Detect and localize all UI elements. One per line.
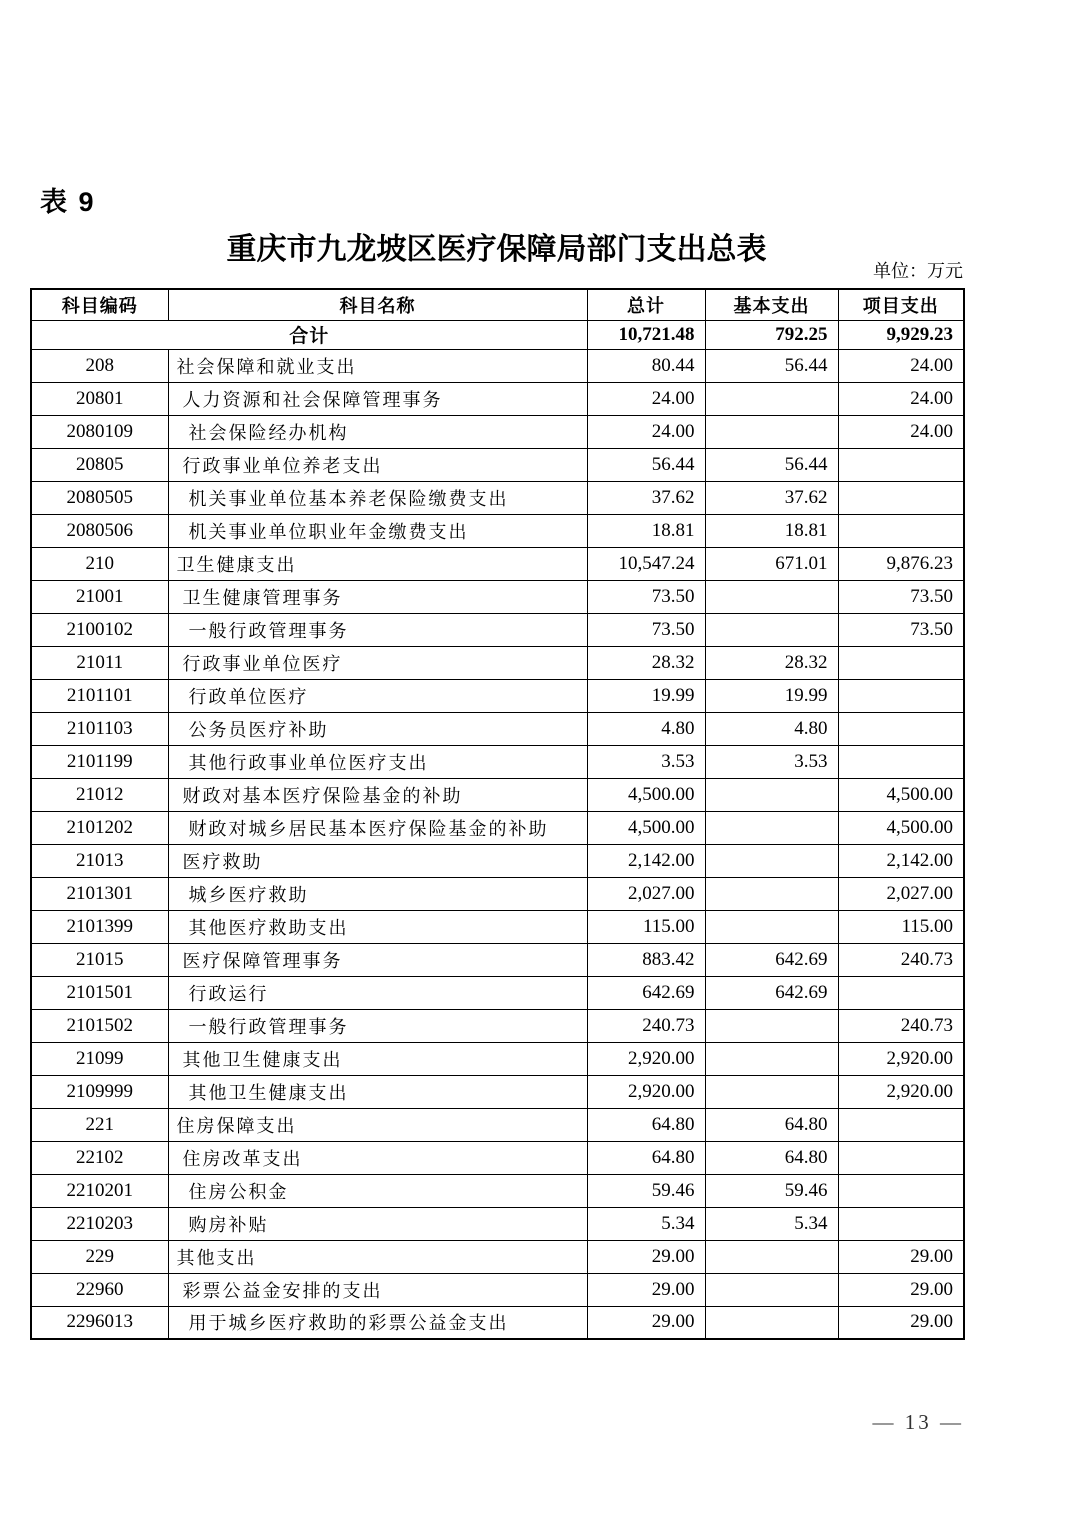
column-header-name: 科目名称 — [168, 289, 587, 320]
table-row — [31, 1042, 964, 1075]
row-project-cell — [838, 448, 964, 481]
row-project-cell — [838, 1207, 964, 1240]
row-basic-cell — [705, 1273, 838, 1306]
row-code-cell: 2296013 — [31, 1306, 168, 1339]
row-name-cell: 医疗救助 — [168, 844, 587, 877]
row-basic-cell — [705, 1240, 838, 1273]
row-project-cell — [838, 712, 964, 745]
row-code-cell: 2080506 — [31, 514, 168, 547]
row-name-cell: 住房改革支出 — [168, 1141, 587, 1174]
row-code-cell: 22102 — [31, 1141, 168, 1174]
row-basic-cell — [705, 1042, 838, 1075]
row-name-cell: 人力资源和社会保障管理事务 — [168, 382, 587, 415]
row-name-cell: 购房补贴 — [168, 1207, 587, 1240]
row-basic-cell — [705, 1075, 838, 1108]
row-project-cell: 2,920.00 — [838, 1075, 964, 1108]
row-total-cell: 64.80 — [587, 1141, 705, 1174]
table-row — [31, 1108, 964, 1141]
table-row — [31, 877, 964, 910]
row-code-cell: 2101199 — [31, 745, 168, 778]
row-code-cell: 210 — [31, 547, 168, 580]
row-project-cell: 115.00 — [838, 910, 964, 943]
row-total-cell: 2,920.00 — [587, 1042, 705, 1075]
table-row — [31, 514, 964, 547]
row-project-cell: 29.00 — [838, 1240, 964, 1273]
row-total-cell: 2,142.00 — [587, 844, 705, 877]
row-name-cell: 卫生健康管理事务 — [168, 580, 587, 613]
row-total-cell: 19.99 — [587, 679, 705, 712]
table-number-label: 表 9 — [40, 187, 96, 217]
grand-total-label: 合计 — [31, 320, 587, 349]
table-row — [31, 1273, 964, 1306]
row-code-cell: 2101301 — [31, 877, 168, 910]
row-total-cell: 240.73 — [587, 1009, 705, 1042]
row-project-cell: 24.00 — [838, 415, 964, 448]
row-total-cell: 28.32 — [587, 646, 705, 679]
row-name-cell: 其他医疗救助支出 — [168, 910, 587, 943]
row-name-cell: 一般行政管理事务 — [168, 1009, 587, 1042]
row-project-cell — [838, 481, 964, 514]
column-header-code: 科目编码 — [31, 289, 168, 320]
row-basic-cell: 28.32 — [705, 646, 838, 679]
column-header-project: 项目支出 — [838, 289, 964, 320]
row-basic-cell: 3.53 — [705, 745, 838, 778]
table-row — [31, 712, 964, 745]
expenditure-table — [30, 288, 965, 1340]
grand-total-total: 10,721.48 — [587, 320, 705, 349]
row-total-cell: 29.00 — [587, 1273, 705, 1306]
table-row — [31, 811, 964, 844]
row-basic-cell: 642.69 — [705, 976, 838, 1009]
row-project-cell — [838, 1108, 964, 1141]
row-basic-cell: 64.80 — [705, 1108, 838, 1141]
row-total-cell: 24.00 — [587, 415, 705, 448]
table-row — [31, 844, 964, 877]
column-header-basic: 基本支出 — [705, 289, 838, 320]
row-name-cell: 机关事业单位基本养老保险缴费支出 — [168, 481, 587, 514]
row-code-cell: 21015 — [31, 943, 168, 976]
row-total-cell: 4,500.00 — [587, 778, 705, 811]
table-row — [31, 778, 964, 811]
row-project-cell — [838, 976, 964, 1009]
row-basic-cell — [705, 778, 838, 811]
row-project-cell — [838, 514, 964, 547]
row-name-cell: 行政单位医疗 — [168, 679, 587, 712]
row-code-cell: 20801 — [31, 382, 168, 415]
row-total-cell: 5.34 — [587, 1207, 705, 1240]
row-project-cell — [838, 679, 964, 712]
row-code-cell: 2101502 — [31, 1009, 168, 1042]
row-basic-cell: 18.81 — [705, 514, 838, 547]
table-row — [31, 646, 964, 679]
table-row — [31, 1240, 964, 1273]
row-code-cell: 2101202 — [31, 811, 168, 844]
row-code-cell: 2100102 — [31, 613, 168, 646]
table-row — [31, 580, 964, 613]
row-code-cell: 21099 — [31, 1042, 168, 1075]
row-basic-cell: 4.80 — [705, 712, 838, 745]
row-total-cell: 2,027.00 — [587, 877, 705, 910]
row-total-cell: 37.62 — [587, 481, 705, 514]
row-total-cell: 24.00 — [587, 382, 705, 415]
row-code-cell: 229 — [31, 1240, 168, 1273]
row-code-cell: 21011 — [31, 646, 168, 679]
row-total-cell: 642.69 — [587, 976, 705, 1009]
row-total-cell: 883.42 — [587, 943, 705, 976]
row-name-cell: 其他支出 — [168, 1240, 587, 1273]
row-code-cell: 2101101 — [31, 679, 168, 712]
table-row — [31, 1207, 964, 1240]
table-row — [31, 943, 964, 976]
table-header — [31, 289, 964, 349]
row-code-cell: 21012 — [31, 778, 168, 811]
row-code-cell: 2080505 — [31, 481, 168, 514]
grand-total-project: 9,929.23 — [838, 320, 964, 349]
row-name-cell: 社会保险经办机构 — [168, 415, 587, 448]
table-row — [31, 415, 964, 448]
table-row — [31, 448, 964, 481]
row-project-cell — [838, 1141, 964, 1174]
row-name-cell: 医疗保障管理事务 — [168, 943, 587, 976]
row-basic-cell: 56.44 — [705, 349, 838, 382]
row-basic-cell: 19.99 — [705, 679, 838, 712]
table-row — [31, 745, 964, 778]
row-total-cell: 73.50 — [587, 580, 705, 613]
row-project-cell: 4,500.00 — [838, 778, 964, 811]
row-total-cell: 2,920.00 — [587, 1075, 705, 1108]
row-name-cell: 卫生健康支出 — [168, 547, 587, 580]
row-basic-cell: 5.34 — [705, 1207, 838, 1240]
column-header-total: 总计 — [587, 289, 705, 320]
row-total-cell: 3.53 — [587, 745, 705, 778]
row-name-cell: 财政对基本医疗保险基金的补助 — [168, 778, 587, 811]
table-body — [31, 349, 964, 1339]
row-total-cell: 80.44 — [587, 349, 705, 382]
row-code-cell: 2109999 — [31, 1075, 168, 1108]
row-basic-cell — [705, 910, 838, 943]
table-row — [31, 547, 964, 580]
row-basic-cell: 671.01 — [705, 547, 838, 580]
row-name-cell: 一般行政管理事务 — [168, 613, 587, 646]
row-code-cell: 2080109 — [31, 415, 168, 448]
table-row — [31, 679, 964, 712]
table-row — [31, 349, 964, 382]
row-basic-cell — [705, 613, 838, 646]
row-total-cell: 29.00 — [587, 1240, 705, 1273]
row-name-cell: 其他卫生健康支出 — [168, 1042, 587, 1075]
row-project-cell: 4,500.00 — [838, 811, 964, 844]
row-project-cell: 73.50 — [838, 580, 964, 613]
page-title: 重庆市九龙坡区医疗保障局部门支出总表 — [226, 233, 767, 266]
row-project-cell: 2,027.00 — [838, 877, 964, 910]
row-code-cell: 2101399 — [31, 910, 168, 943]
row-code-cell: 221 — [31, 1108, 168, 1141]
grand-total-row — [31, 320, 964, 349]
table-row — [31, 1009, 964, 1042]
row-total-cell: 29.00 — [587, 1306, 705, 1339]
row-total-cell: 64.80 — [587, 1108, 705, 1141]
row-project-cell: 2,142.00 — [838, 844, 964, 877]
table-row — [31, 1174, 964, 1207]
row-name-cell: 其他行政事业单位医疗支出 — [168, 745, 587, 778]
row-name-cell: 行政运行 — [168, 976, 587, 1009]
row-project-cell — [838, 745, 964, 778]
row-project-cell: 240.73 — [838, 1009, 964, 1042]
row-name-cell: 社会保障和就业支出 — [168, 349, 587, 382]
row-name-cell: 住房公积金 — [168, 1174, 587, 1207]
table-row — [31, 1075, 964, 1108]
row-total-cell: 4.80 — [587, 712, 705, 745]
table-row — [31, 1306, 964, 1339]
row-name-cell: 财政对城乡居民基本医疗保险基金的补助 — [168, 811, 587, 844]
row-basic-cell — [705, 580, 838, 613]
row-name-cell: 公务员医疗补助 — [168, 712, 587, 745]
row-project-cell: 29.00 — [838, 1306, 964, 1339]
row-code-cell: 2101103 — [31, 712, 168, 745]
row-project-cell — [838, 1174, 964, 1207]
row-basic-cell — [705, 877, 838, 910]
row-total-cell: 10,547.24 — [587, 547, 705, 580]
row-name-cell: 彩票公益金安排的支出 — [168, 1273, 587, 1306]
row-basic-cell — [705, 382, 838, 415]
header-row — [31, 289, 964, 320]
row-basic-cell — [705, 415, 838, 448]
row-project-cell: 240.73 — [838, 943, 964, 976]
page-number: — 13 — — [872, 1410, 964, 1434]
row-project-cell: 73.50 — [838, 613, 964, 646]
row-basic-cell: 64.80 — [705, 1141, 838, 1174]
row-project-cell: 24.00 — [838, 382, 964, 415]
row-name-cell: 用于城乡医疗救助的彩票公益金支出 — [168, 1306, 587, 1339]
row-total-cell: 56.44 — [587, 448, 705, 481]
row-basic-cell — [705, 1306, 838, 1339]
row-project-cell: 9,876.23 — [838, 547, 964, 580]
row-total-cell: 115.00 — [587, 910, 705, 943]
grand-total-basic: 792.25 — [705, 320, 838, 349]
row-code-cell: 21013 — [31, 844, 168, 877]
row-code-cell: 2101501 — [31, 976, 168, 1009]
table-row — [31, 481, 964, 514]
row-name-cell: 行政事业单位养老支出 — [168, 448, 587, 481]
row-name-cell: 住房保障支出 — [168, 1108, 587, 1141]
row-project-cell — [838, 646, 964, 679]
row-name-cell: 机关事业单位职业年金缴费支出 — [168, 514, 587, 547]
table-row — [31, 976, 964, 1009]
row-basic-cell: 59.46 — [705, 1174, 838, 1207]
unit-note: 单位：万元 — [873, 261, 963, 281]
row-basic-cell — [705, 1009, 838, 1042]
row-project-cell: 24.00 — [838, 349, 964, 382]
row-total-cell: 4,500.00 — [587, 811, 705, 844]
row-basic-cell: 37.62 — [705, 481, 838, 514]
row-basic-cell: 642.69 — [705, 943, 838, 976]
table-row — [31, 910, 964, 943]
row-code-cell: 20805 — [31, 448, 168, 481]
row-total-cell: 73.50 — [587, 613, 705, 646]
row-code-cell: 22960 — [31, 1273, 168, 1306]
row-total-cell: 18.81 — [587, 514, 705, 547]
row-code-cell: 21001 — [31, 580, 168, 613]
row-basic-cell — [705, 811, 838, 844]
row-name-cell: 城乡医疗救助 — [168, 877, 587, 910]
row-code-cell: 2210203 — [31, 1207, 168, 1240]
row-project-cell: 2,920.00 — [838, 1042, 964, 1075]
row-basic-cell — [705, 844, 838, 877]
row-code-cell: 208 — [31, 349, 168, 382]
row-name-cell: 行政事业单位医疗 — [168, 646, 587, 679]
row-project-cell: 29.00 — [838, 1273, 964, 1306]
row-total-cell: 59.46 — [587, 1174, 705, 1207]
row-code-cell: 2210201 — [31, 1174, 168, 1207]
row-name-cell: 其他卫生健康支出 — [168, 1075, 587, 1108]
table-row — [31, 1141, 964, 1174]
row-basic-cell: 56.44 — [705, 448, 838, 481]
table-row — [31, 382, 964, 415]
table-row — [31, 613, 964, 646]
